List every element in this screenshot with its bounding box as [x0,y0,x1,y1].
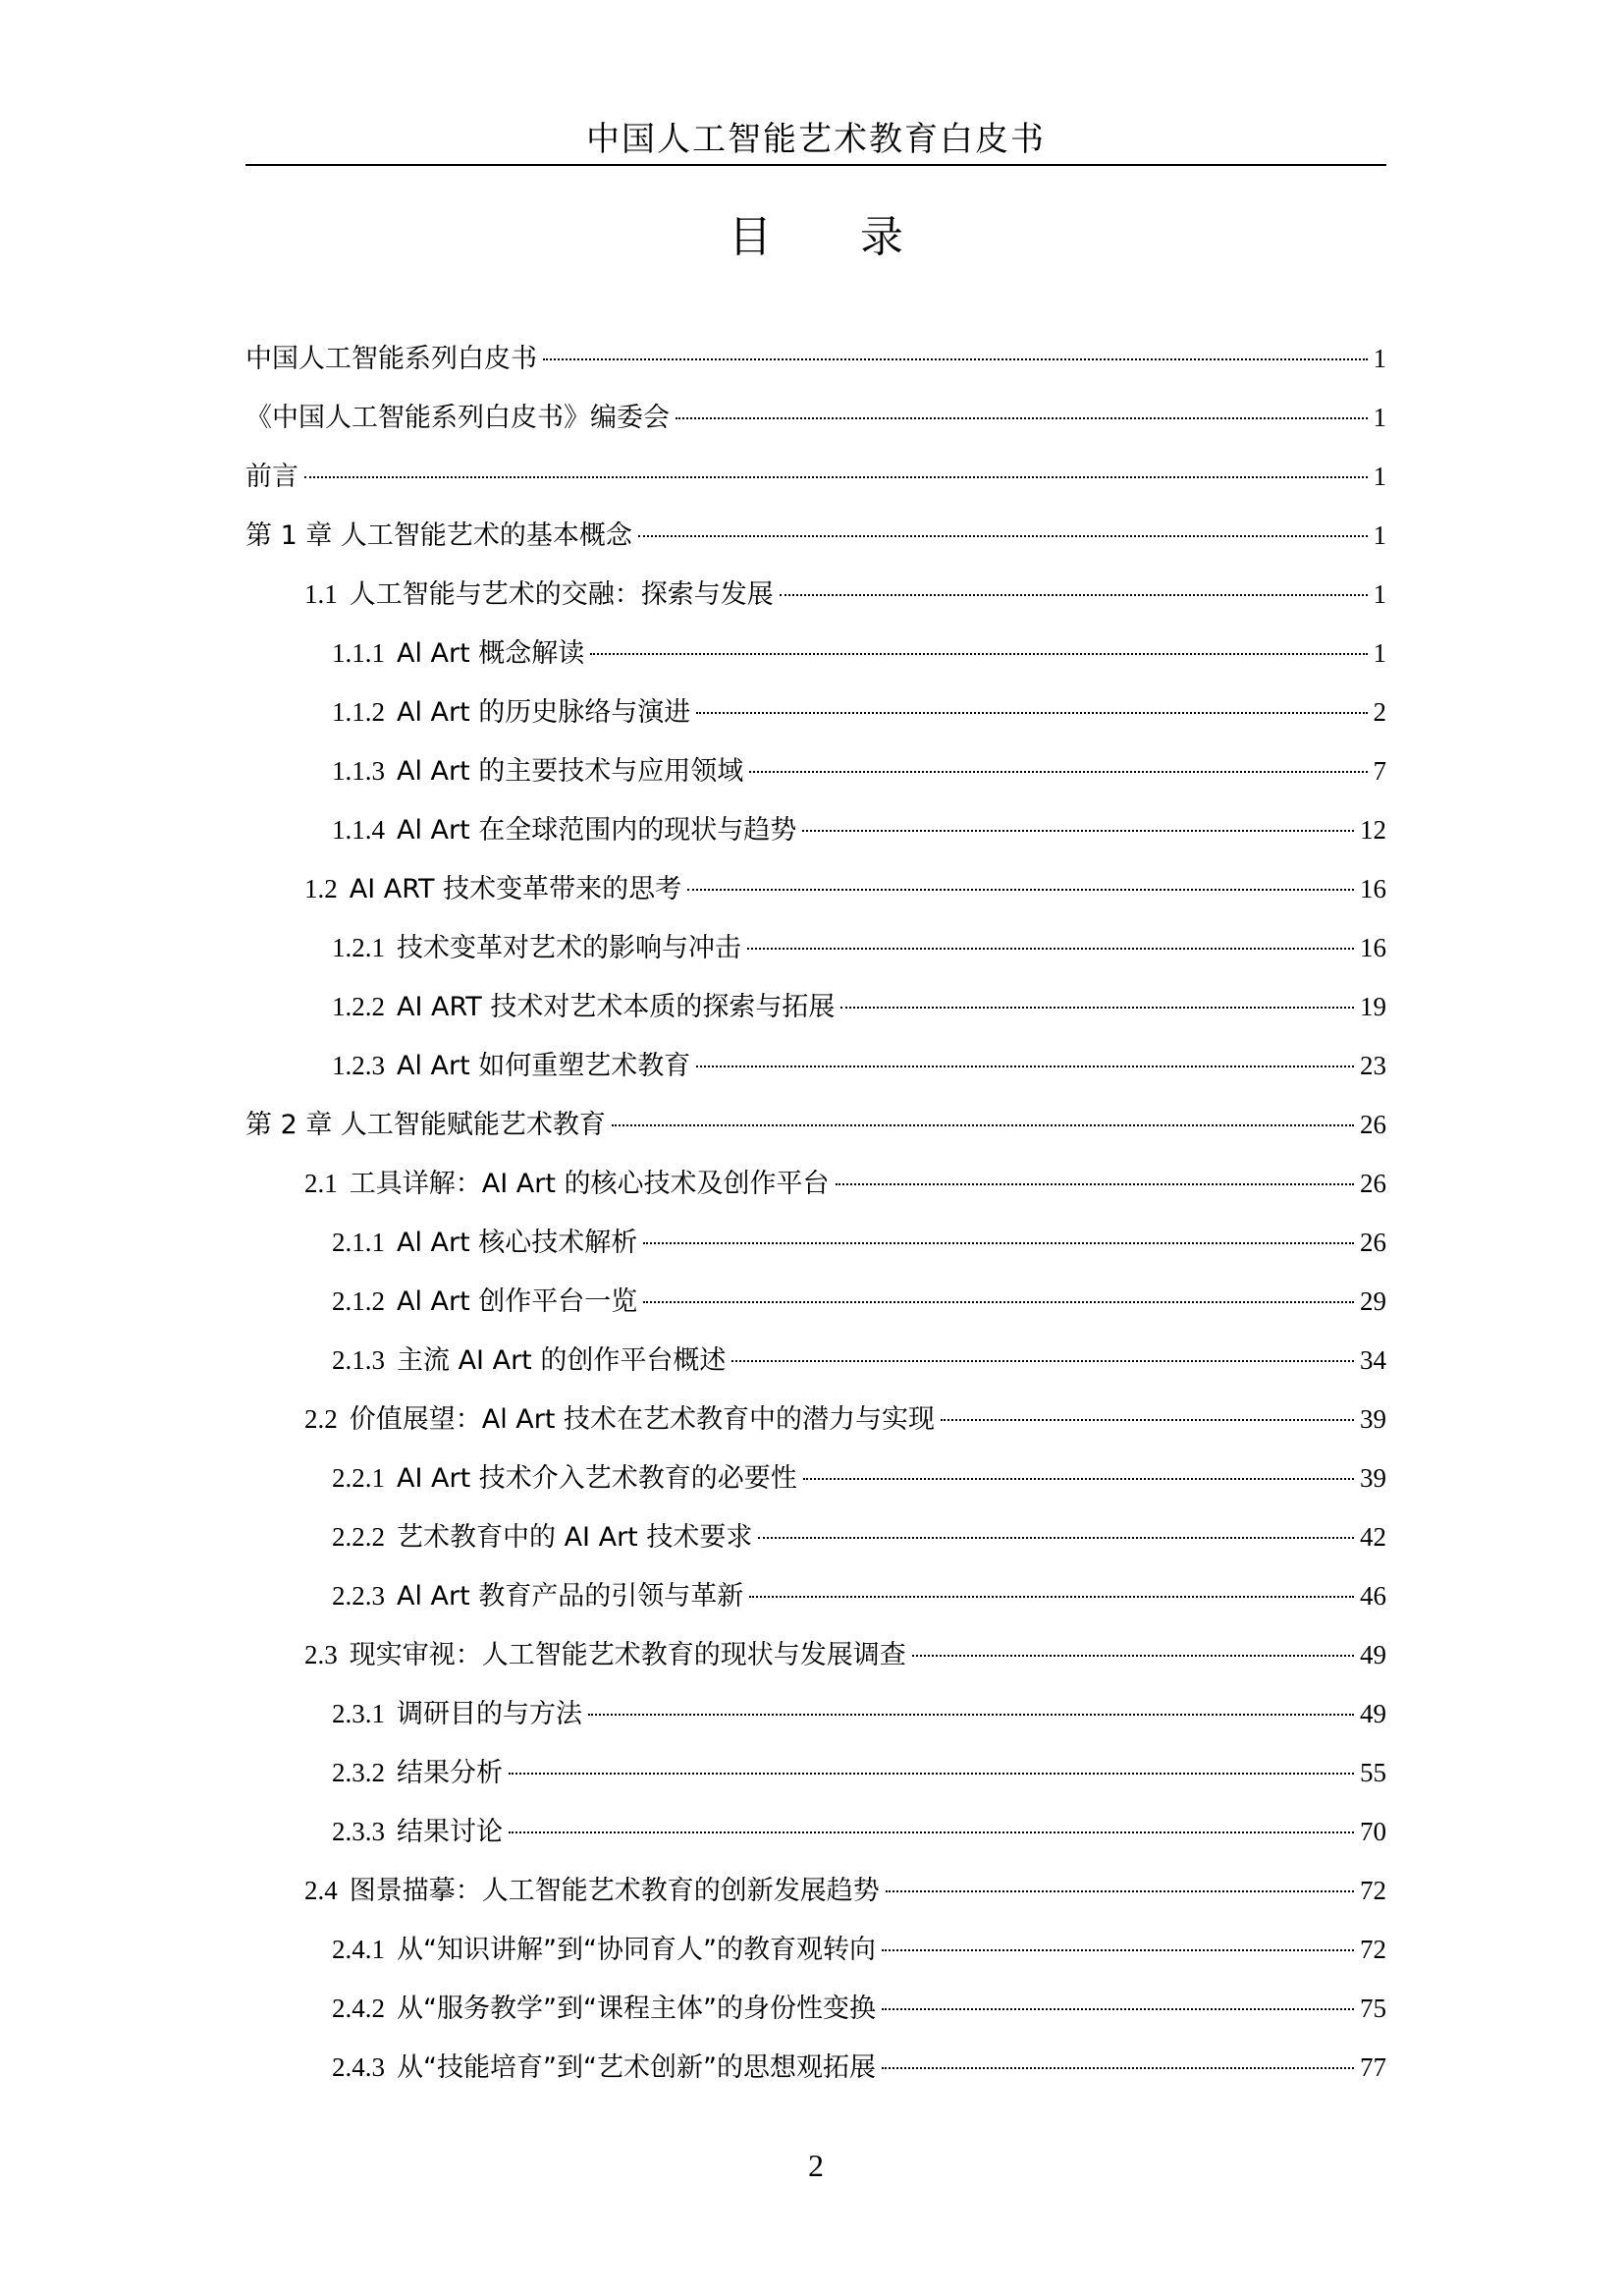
header-rule [245,164,1386,166]
toc-entry-page: 19 [1360,992,1386,1021]
toc-entry-title: Al Art 核心技术解析 [397,1228,638,1258]
toc-dot-leader [912,1655,1354,1657]
toc-entry-title: 《中国人工智能系列白皮书》编委会 [245,403,670,433]
toc-entry[interactable] [245,1743,1386,1802]
toc-dot-leader [731,1360,1354,1362]
toc-entry[interactable] [245,1566,1386,1625]
toc-entry-page: 70 [1360,1817,1386,1846]
toc-entry-page: 49 [1360,1640,1386,1669]
toc-entry-page: 26 [1360,1228,1386,1257]
toc-entry[interactable] [245,683,1386,741]
toc-entry-number: 2.1.1 [332,1228,385,1257]
toc-entry-page: 16 [1360,933,1386,962]
toc-dot-leader [749,1596,1354,1598]
toc-entry-page: 7 [1373,756,1386,786]
toc-entry-title: Al Art 的历史脉络与演进 [397,697,691,728]
toc-entry-title: 从“服务教学”到“课程主体”的身份性变换 [397,1994,876,2024]
toc-dot-leader [882,1949,1354,1951]
toc-entry[interactable] [245,388,1386,447]
toc-entry-number: 1.2 [304,874,338,903]
toc-entry-title: 从“技能培育”到“艺术创新”的思想观拓展 [397,2052,876,2083]
toc-entry-page: 72 [1360,1876,1386,1905]
toc-entry-page: 49 [1360,1699,1386,1728]
toc-entry-number: 1.1 [304,579,338,609]
toc-entry-page: 72 [1360,1935,1386,1964]
toc-entry-title: Al Art 的主要技术与应用领域 [397,756,744,787]
toc-entry[interactable] [245,741,1386,800]
toc-entry-title: 技术变革对艺术的影响与冲击 [397,933,741,963]
toc-entry-number: 2.1.3 [332,1345,385,1375]
toc-entry-number: 1.2.1 [332,933,385,962]
toc-entry-number: 1.2.2 [332,992,385,1021]
toc-entry-page: 34 [1360,1345,1386,1375]
toc-list [245,329,1386,2097]
toc-dot-leader [840,1007,1354,1009]
toc-entry-number: 2.4.2 [332,1994,385,2023]
toc-entry-page: 39 [1360,1404,1386,1434]
toc-entry-number: 2.3 [304,1640,338,1669]
toc-entry-page: 46 [1360,1581,1386,1611]
toc-entry-page: 55 [1360,1758,1386,1787]
toc-dot-leader [588,1714,1354,1716]
toc-dot-leader [687,889,1354,891]
toc-entry[interactable] [245,1036,1386,1095]
toc-entry-number: 2.1.2 [332,1286,385,1316]
toc-dot-leader [643,1301,1354,1303]
page-number: 2 [808,2148,824,2183]
toc-dot-leader [836,1183,1354,1185]
toc-title-char-2: 录 [860,212,903,262]
toc-dot-leader [802,830,1354,832]
toc-dot-leader [882,2067,1354,2069]
toc-entry-page: 75 [1360,1994,1386,2023]
toc-entry-title: 工具详解：AI Art 的核心技术及创作平台 [349,1169,830,1199]
toc-entry-number: 1.2.3 [332,1051,385,1080]
toc-entry-page: 77 [1360,2052,1386,2082]
toc-entry-title: 第 2 章 人工智能赋能艺术教育 [245,1110,606,1140]
toc-entry[interactable] [245,1684,1386,1743]
toc-dot-leader [780,594,1368,596]
toc-dot-leader [941,1419,1354,1421]
toc-entry[interactable] [245,1095,1386,1154]
toc-entry[interactable] [245,329,1386,388]
toc-entry-page: 39 [1360,1463,1386,1493]
toc-entry-page: 1 [1373,520,1386,550]
toc-entry[interactable] [245,1625,1386,1684]
toc-entry[interactable] [245,1331,1386,1390]
toc-dot-leader [803,1478,1354,1480]
toc-entry[interactable] [245,1507,1386,1566]
toc-entry-title: Al Art 在全球范围内的现状与趋势 [397,815,797,846]
toc-entry-title: 现实审视：人工智能艺术教育的现状与发展调查 [349,1640,906,1670]
toc-entry[interactable] [245,800,1386,859]
toc-entry-page: 26 [1360,1169,1386,1198]
toc-dot-leader [543,358,1368,360]
toc-entry-title: 价值展望：Al Art 技术在艺术教育中的潜力与实现 [349,1404,936,1435]
toc-entry[interactable] [245,624,1386,683]
toc-entry[interactable] [245,565,1386,624]
toc-entry[interactable] [245,1213,1386,1272]
toc-entry-page: 16 [1360,874,1386,903]
toc-entry-number: 1.1.3 [332,756,385,786]
toc-entry-page: 29 [1360,1286,1386,1316]
toc-dot-leader [304,476,1368,478]
toc-entry-number: 2.1 [304,1169,338,1198]
toc-entry-number: 2.4 [304,1876,338,1905]
toc-entry-number: 2.3.2 [332,1758,385,1787]
toc-entry-title: 前言 [245,462,298,492]
toc-dot-leader [696,712,1367,714]
toc-entry-number: 2.3.1 [332,1699,385,1728]
toc-entry-title: Al Art 概念解读 [397,638,585,669]
toc-dot-leader [758,1537,1354,1539]
toc-entry[interactable] [245,1449,1386,1507]
toc-entry[interactable] [245,977,1386,1036]
toc-entry-page: 1 [1373,344,1386,373]
toc-entry-page: 12 [1360,815,1386,845]
toc-entry-title: 结果讨论 [397,1817,503,1847]
toc-entry-title: 从“知识讲解”到“协同育人”的教育观转向 [397,1935,876,1965]
toc-entry-title: 第 1 章 人工智能艺术的基本概念 [245,520,632,551]
toc-entry-title: 主流 AI Art 的创作平台概述 [397,1345,727,1376]
toc-entry-number: 2.4.1 [332,1935,385,1964]
toc-entry-number: 2.3.3 [332,1817,385,1846]
toc-entry-title: 图景描摹：人工智能艺术教育的创新发展趋势 [349,1876,880,1906]
toc-entry[interactable] [245,859,1386,918]
toc-dot-leader [638,535,1368,537]
toc-dot-leader [696,1066,1354,1067]
toc-entry-title: Al Art 教育产品的引领与革新 [397,1581,744,1612]
toc-entry[interactable] [245,1920,1386,1979]
toc-entry-number: 2.4.3 [332,2052,385,2082]
toc-entry-page: 23 [1360,1051,1386,1080]
running-header-title: 中国人工智能艺术教育白皮书 [586,120,1046,159]
toc-entry[interactable] [245,918,1386,977]
toc-entry-number: 2.2 [304,1404,338,1434]
toc-entry-page: 1 [1373,462,1386,491]
toc-entry-number: 2.2.1 [332,1463,385,1493]
toc-entry-title: AI ART 技术变革带来的思考 [349,874,682,904]
toc-dot-leader [509,1773,1354,1775]
toc-title-char-1: 目 [729,212,772,262]
toc-dot-leader [509,1831,1354,1833]
toc-entry[interactable] [245,1979,1386,2038]
toc-entry[interactable] [245,1802,1386,1861]
toc-entry[interactable] [245,1390,1386,1449]
toc-dot-leader [749,771,1367,773]
toc-entry-title: AI ART 技术对艺术本质的探索与拓展 [397,992,836,1022]
toc-entry-number: 2.2.3 [332,1581,385,1611]
toc-entry[interactable] [245,1861,1386,1920]
toc-entry[interactable] [245,447,1386,506]
toc-entry-title: AI Art 技术介入艺术教育的必要性 [397,1463,797,1494]
toc-entry[interactable] [245,1154,1386,1213]
toc-dot-leader [886,1890,1354,1892]
toc-entry[interactable] [245,2038,1386,2097]
toc-entry-number: 1.1.1 [332,638,385,668]
toc-entry-number: 1.1.4 [332,815,385,845]
toc-dot-leader [747,948,1354,950]
toc-entry-page: 42 [1360,1522,1386,1552]
toc-entry-number: 1.1.2 [332,697,385,727]
toc-title [245,208,1386,267]
toc-entry-page: 1 [1373,638,1386,668]
toc-entry-page: 2 [1373,697,1386,727]
toc-entry-title: 结果分析 [397,1758,503,1788]
toc-entry-page: 1 [1373,403,1386,432]
toc-entry-page: 1 [1373,579,1386,609]
toc-entry-title: 调研目的与方法 [397,1699,582,1729]
toc-dot-leader [643,1242,1354,1244]
toc-dot-leader [590,653,1367,655]
toc-entry[interactable] [245,506,1386,565]
toc-entry-title: Al Art 如何重塑艺术教育 [397,1051,691,1081]
toc-entry[interactable] [245,1272,1386,1331]
toc-entry-title: 艺术教育中的 AI Art 技术要求 [397,1522,753,1553]
toc-dot-leader [612,1124,1354,1126]
toc-dot-leader [676,417,1368,419]
toc-dot-leader [882,2008,1354,2010]
toc-entry-title: 人工智能与艺术的交融：探索与发展 [349,579,774,610]
toc-entry-number: 2.2.2 [332,1522,385,1552]
toc-entry-title: Al Art 创作平台一览 [397,1286,638,1317]
toc-entry-page: 26 [1360,1110,1386,1139]
toc-entry-title: 中国人工智能系列白皮书 [245,344,537,374]
